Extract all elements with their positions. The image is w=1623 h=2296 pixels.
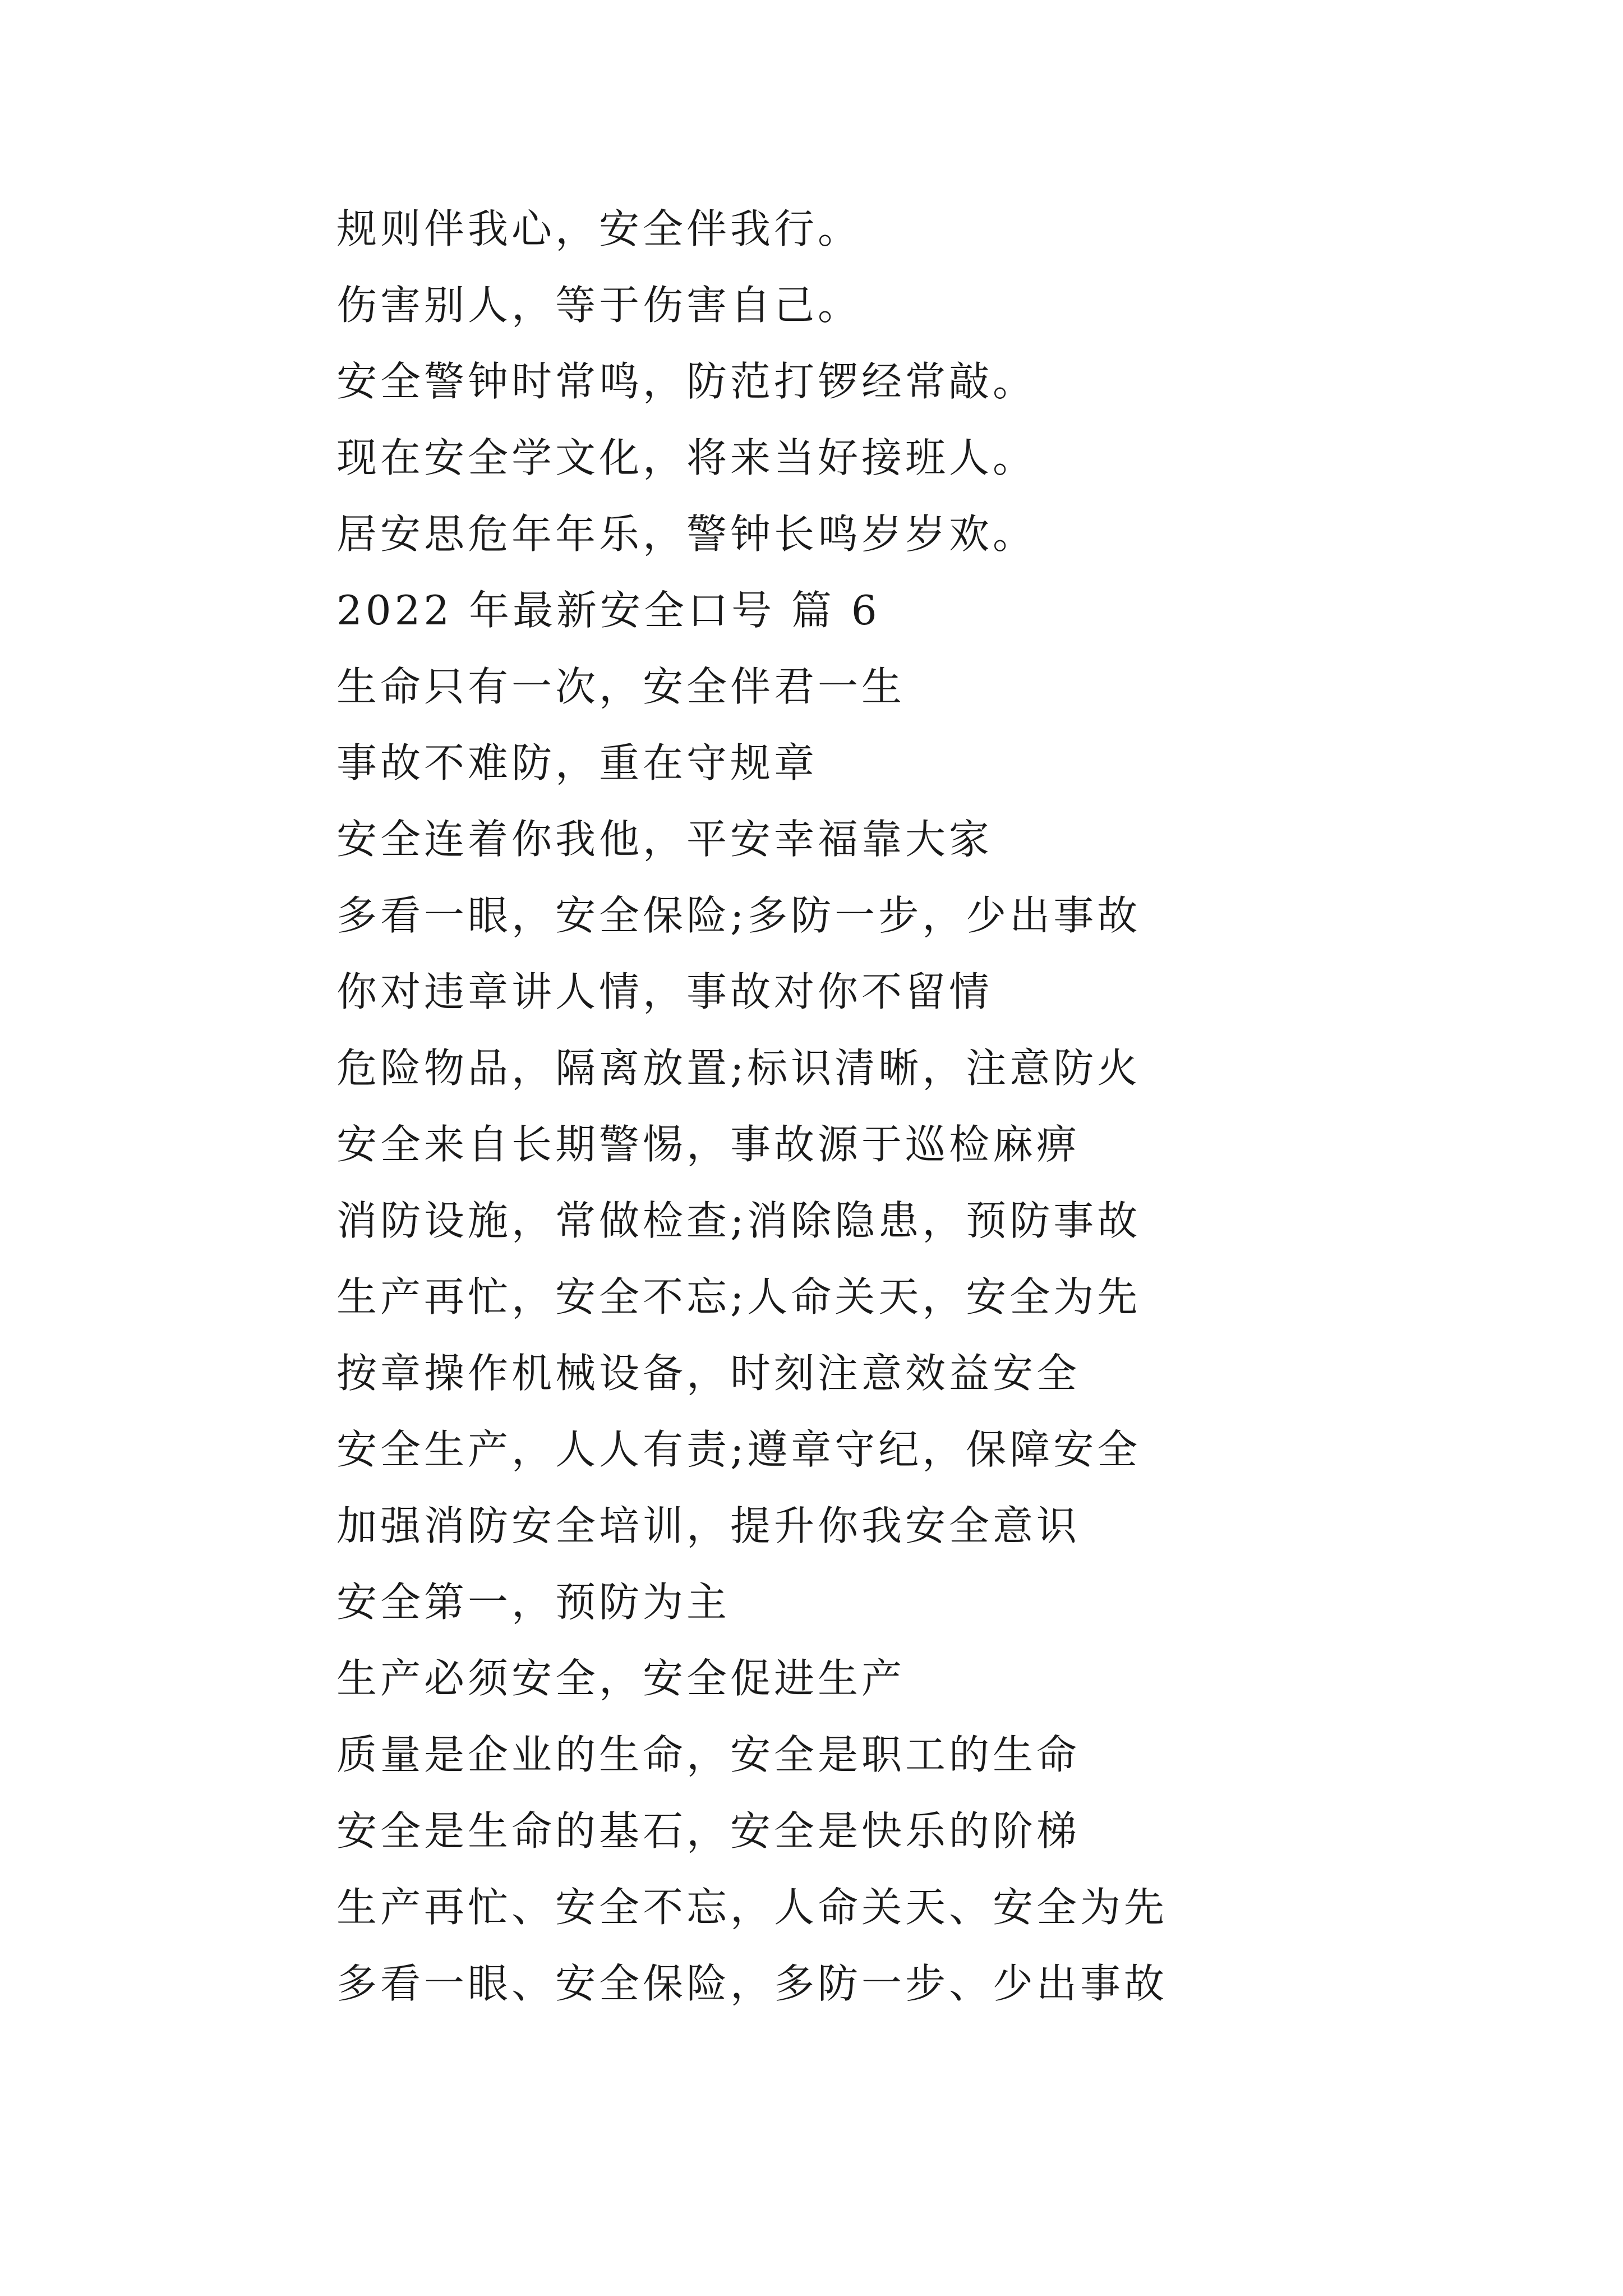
text-line: 伤害别人，等于伤害自己。	[336, 282, 862, 329]
text-line: 生产再忙、安全不忘，人命关天、安全为先	[336, 1884, 1168, 1931]
text-line: 居安思危年年乐，警钟长鸣岁岁欢。	[336, 510, 1037, 558]
text-line: 生产必须安全，安全促进生产	[336, 1655, 906, 1702]
text-line: 现在安全学文化，将来当好接班人。	[336, 434, 1037, 481]
text-line: 按章操作机械设备，时刻注意效益安全	[336, 1350, 1081, 1397]
text-line: 规则伴我心，安全伴我行。	[336, 205, 862, 252]
text-line: 加强消防安全培训，提升你我安全意识	[336, 1502, 1081, 1549]
text-line: 安全第一，预防为主	[336, 1579, 731, 1626]
text-line: 质量是企业的生命，安全是职工的生命	[336, 1731, 1081, 1778]
text-line: 安全连着你我他，平安幸福靠大家	[336, 816, 993, 863]
text-line: 安全警钟时常鸣，防范打锣经常敲。	[336, 358, 1037, 405]
text-line: 消防设施，常做检查;消除隐患，预防事故	[336, 1197, 1141, 1244]
section-heading: 2022 年最新安全口号 篇 6	[336, 587, 880, 634]
text-line: 你对违章讲人情，事故对你不留情	[336, 968, 993, 1015]
text-line: 多看一眼，安全保险;多防一步，少出事故	[336, 892, 1141, 939]
text-line: 生命只有一次，安全伴君一生	[336, 663, 906, 710]
text-line: 事故不难防，重在守规章	[336, 739, 818, 786]
text-line: 安全生产，人人有责;遵章守纪，保障安全	[336, 1426, 1141, 1473]
slogan-list	[336, 191, 1458, 2022]
text-line: 安全来自长期警惕，事故源于巡检麻痹	[336, 1121, 1081, 1168]
text-line: 多看一眼、安全保险，多防一步、少出事故	[336, 1960, 1168, 2007]
text-line: 安全是生命的基石，安全是快乐的阶梯	[336, 1807, 1081, 1855]
text-line: 生产再忙，安全不忘;人命关天，安全为先	[336, 1273, 1141, 1320]
text-line: 危险物品，隔离放置;标识清晰，注意防火	[336, 1045, 1141, 1092]
